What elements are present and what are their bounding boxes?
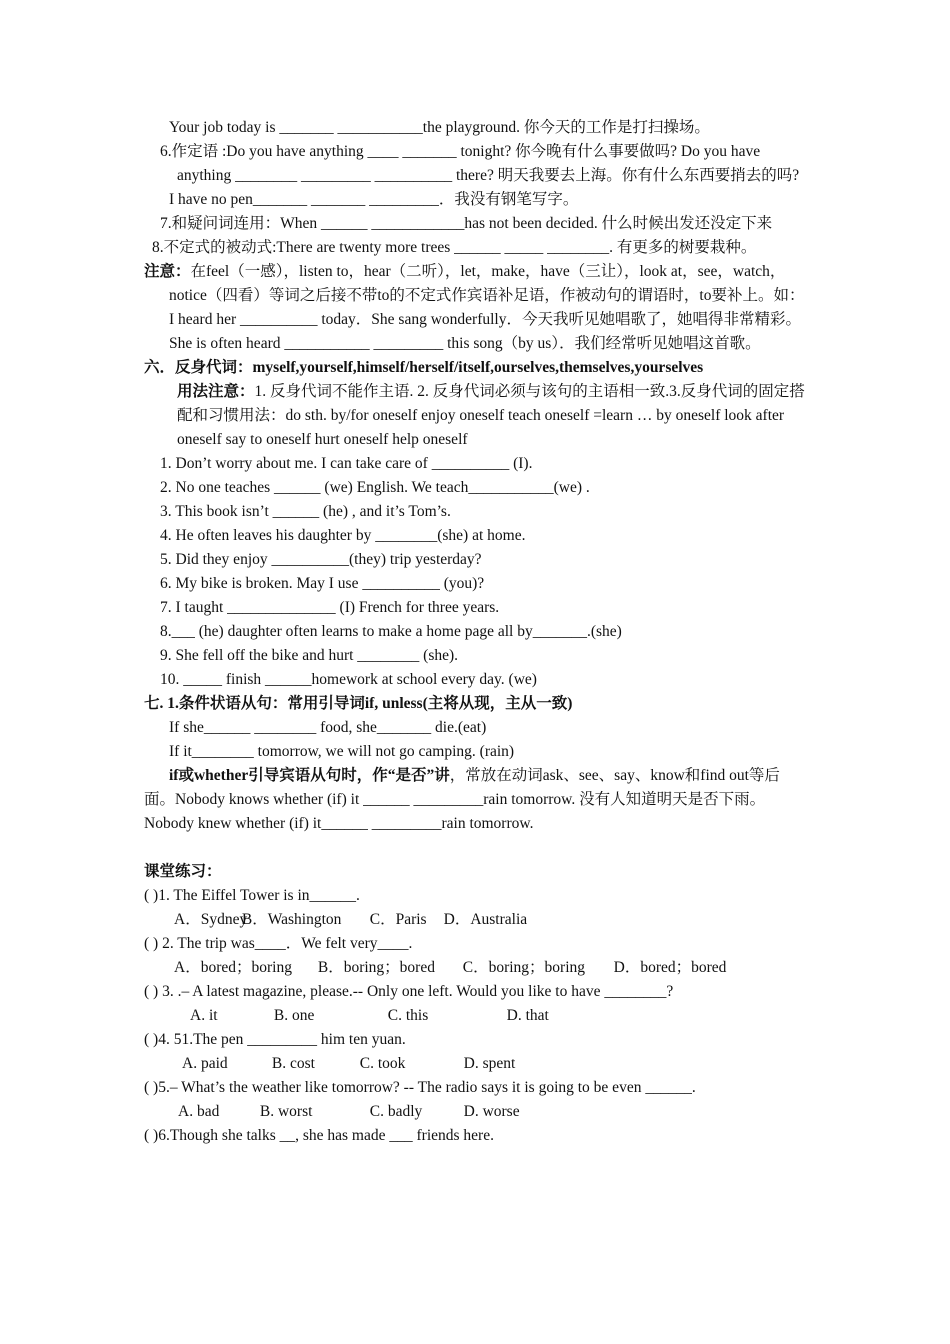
option: D. that — [506, 1007, 549, 1024]
question-options — [144, 956, 810, 980]
option: B. one — [273, 1007, 315, 1024]
whether-label: if或whether引导宾语从句时，作“是否”讲 — [169, 767, 450, 784]
exercise-item: 10. _____ finish ______homework at school every day. (we) — [160, 671, 537, 688]
question-stem: ( ) 3. .– A latest magazine, please.-- Only one left. Would you like to have ________? — [144, 983, 674, 1000]
question-stem: ( )6.Though she talks __, she has made ___ friends here. — [144, 1127, 494, 1144]
question-options — [144, 1100, 810, 1124]
text-line: 8.不定式的被动式:There are twenty more trees ______ _____ ________. 有更多的树要栽种。 — [152, 239, 757, 256]
option: B. cost — [271, 1055, 315, 1072]
option: A．bored；boring — [174, 959, 292, 976]
text-line: If it________ tomorrow, we will not go camping. (rain) — [169, 743, 515, 760]
whether-text: ，常放在动词ask、see、say、know和find out等后面。Nobody knows whether (if) it ______ _________rain tomorrow. 没有人知道明天是否下雨。Nobody knew whether (if) it______ _________rain tomorrow. — [144, 767, 780, 832]
question-stem: ( )4. 51.The pen _________ him ten yuan. — [144, 1031, 406, 1048]
note-paragraph — [144, 260, 810, 308]
usage-label: 用法注意： — [177, 383, 255, 400]
text-line: Your job today is _______ ___________the playground. 你今天的工作是打扫操场。 — [169, 119, 710, 136]
usage-paragraph — [144, 380, 810, 452]
usage-text: 1. 反身代词不能作主语. 2. 反身代词必须与该句的主语相一致.3.反身代词的固定搭配和习惯用法：do sth. by/for oneself enjoy oneself teach oneself =learn … by oneself look after oneself say to oneself hurt oneself help oneself — [177, 383, 805, 448]
note-text: 在feel（一感），listen to，hear（二听），let，make，have（三让），look at，see，watch，notice（四看）等词之后接不带to的不定式作宾语补足语，作被动句的谓语时，to要补上。如： — [169, 263, 805, 304]
exercise-item: 9. She fell off the bike and hurt ________ (she). — [160, 647, 459, 664]
option: D. spent — [463, 1055, 516, 1072]
text-line: I have no pen_______ _______ _________．我没有钢笔写字。 — [169, 191, 579, 208]
option: A．Sydney — [174, 911, 248, 928]
section-heading-reflexive: 六．反身代词：myself,yourself,himself/herself/itself,ourselves,themselves,yourselves — [144, 359, 704, 376]
exercise-item: 4. He often leaves his daughter by ________(she) at home. — [160, 527, 526, 544]
question-stem: ( )1. The Eiffel Tower is in______. — [144, 887, 360, 904]
exercise-item: 2. No one teaches ______ (we) English. We teach___________(we) . — [160, 479, 590, 496]
question-stem: ( )5.– What’s the weather like tomorrow? -- The radio says it is going to be even ______. — [144, 1079, 696, 1096]
question-options — [144, 908, 810, 932]
option: C. this — [387, 1007, 429, 1024]
exercise-item: 8.___ (he) daughter often learns to make a home page all by_______.(she) — [160, 623, 622, 640]
option: C. badly — [369, 1103, 423, 1120]
practice-heading: 课堂练习： — [144, 863, 222, 880]
exercise-item: 1. Don’t worry about me. I can take care of __________ (I). — [160, 455, 533, 472]
option: A. it — [190, 1007, 218, 1024]
option: C. took — [359, 1055, 406, 1072]
document-page — [144, 116, 810, 1148]
option: D．bored；bored — [613, 959, 727, 976]
text-paragraph: 7.和疑问词连用：When ______ ____________has not been decided. 什么时候出发还没定下来 — [160, 215, 773, 232]
text-paragraph: I heard her __________ today．She sang wonderfully．今天我听见她唱歌了，她唱得非常精彩。 — [169, 311, 801, 328]
option: A. bad — [178, 1103, 220, 1120]
text-line: She is often heard ___________ _________ this song（by us）．我们经常听见她唱这首歌。 — [169, 335, 761, 352]
exercise-item: 6. My bike is broken. May I use __________ (you)? — [160, 575, 485, 592]
option: C．boring；boring — [462, 959, 586, 976]
text-line: If she______ ________ food, she_______ die.(eat) — [169, 719, 487, 736]
question-options — [144, 1004, 810, 1028]
exercise-item: 7. I taught ______________ (I) French for three years. — [160, 599, 500, 616]
option: D．Australia — [443, 911, 528, 928]
option: D. worse — [463, 1103, 520, 1120]
option: B．boring；bored — [317, 959, 435, 976]
note-label: 注意： — [144, 263, 191, 280]
option: C．Paris — [369, 911, 427, 928]
option: A. paid — [182, 1055, 228, 1072]
question-options — [144, 1052, 810, 1076]
whether-paragraph — [144, 764, 810, 836]
text-paragraph: 6.作定语 :Do you have anything ____ _______ tonight? 你今晚有什么事要做吗? Do you have anything ________ _________ __________ there? 明天我要去上海。你有什么东西要捎去的吗? — [160, 143, 800, 184]
option: B. worst — [259, 1103, 313, 1120]
exercise-item: 5. Did they enjoy __________(they) trip yesterday? — [160, 551, 482, 568]
section-heading-conditional: 七. 1.条件状语从句：常用引导词if, unless(主将从现，主从一致) — [144, 695, 573, 712]
option: B．Washington — [241, 911, 342, 928]
question-stem: ( ) 2. The trip was____．We felt very____. — [144, 935, 413, 952]
exercise-item: 3. This book isn’t ______ (he) , and it’s Tom’s. — [160, 503, 451, 520]
